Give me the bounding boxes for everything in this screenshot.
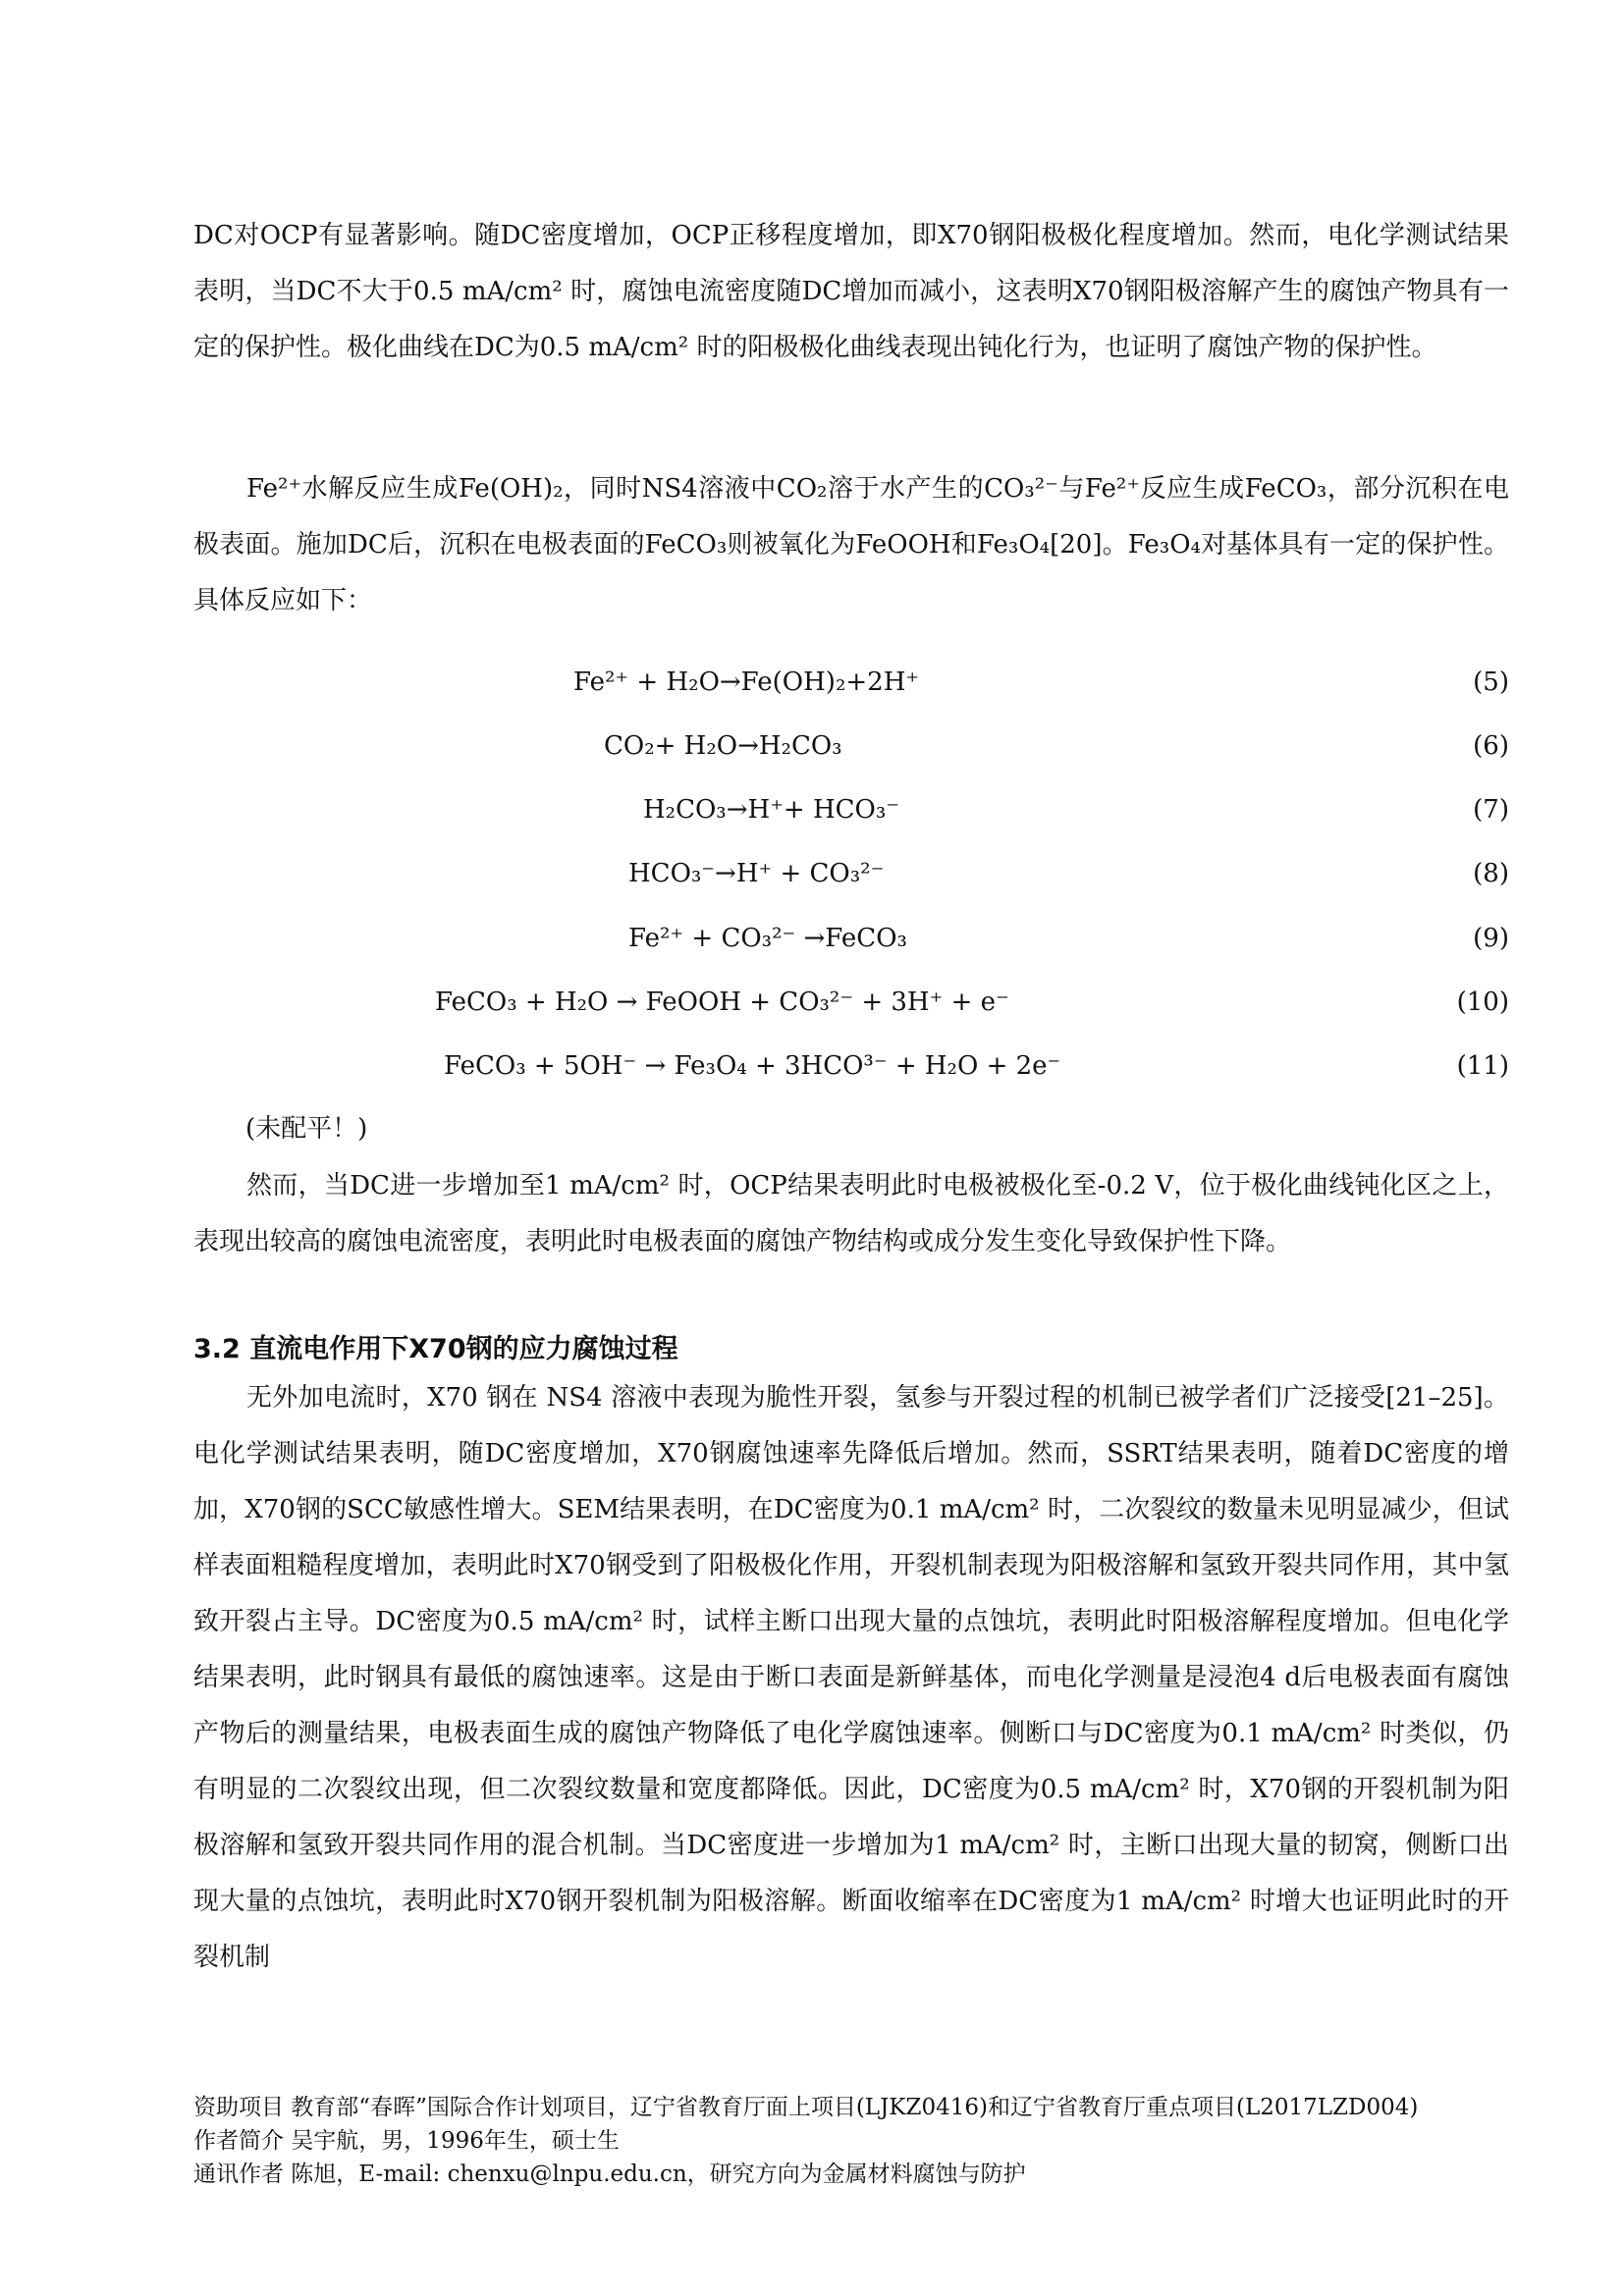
equation-10: FeCO₃ + H₂O → FeOOH + CO₃²⁻ + 3H⁺ + e⁻ — [435, 988, 1009, 1017]
equation-5: Fe²⁺ + H₂O→Fe(OH)₂+2H⁺ — [573, 667, 920, 697]
section-heading-3-2: 3.2 直流电作用下X70钢的应力腐蚀过程 — [193, 1334, 678, 1364]
equation-row-10 — [193, 983, 1509, 1022]
equation-row-9 — [193, 919, 1509, 958]
equation-number-5: (5) — [1473, 667, 1509, 697]
paragraph-scc-process: 无外加电流时，X70 钢在 NS4 溶液中表现为脆性开裂，氢参与开裂过程的机制已被学者们广泛接受[21–25]。电化学测试结果表明，随DC密度增加，X70钢腐蚀速率先降低后增加。然而，SSRT结果表明，随着DC密度的增加，X70钢的SCC敏感性增大。SEM结果表明，在DC密度为0.1 mA/cm² 时，二次裂纹的数量未见明显减少，但试样表面粗糙程度增加，表明此时X70钢受到了阳极极化作用，开裂机制表现为阳极溶解和氢致开裂共同作用，其中氢致开裂占主导。DC密度为0.5 mA/cm² 时，试样主断口出现大量的点蚀坑，表明此时阳极溶解程度增加。但电化学结果表明，此时钢具有最低的腐蚀速率。这是由于断口表面是新鲜基体，而电化学测量是浸泡4 d后电极表面有腐蚀产物后的测量结果，电极表面生成的腐蚀产物降低了电化学腐蚀速率。侧断口与DC密度为0.1 mA/cm² 时类似，仍有明显的二次裂纹出现，但二次裂纹数量和宽度都降低。因此，DC密度为0.5 mA/cm² 时，X70钢的开裂机制为阳极溶解和氢致开裂共同作用的混合机制。当DC密度进一步增加为1 mA/cm² 时，主断口出现大量的韧窝，侧断口出现大量的点蚀坑，表明此时X70钢开裂机制为阳极溶解。断面收缩率在DC密度为1 mA/cm² 时增大也证明此时的开裂机制 — [193, 1383, 1509, 1972]
equation-row-5 — [193, 663, 1509, 702]
unbalanced-note: (未配平！) — [245, 1114, 368, 1144]
equation-number-6: (6) — [1473, 731, 1509, 761]
equation-7: H₂CO₃→H⁺+ HCO₃⁻ — [643, 795, 899, 825]
equation-9: Fe²⁺ + CO₃²⁻ →FeCO₃ — [628, 924, 907, 953]
paragraph-ocp-effect: DC对OCP有显著影响。随DC密度增加，OCP正移程度增加，即X70钢阳极极化程度增加。然而，电化学测试结果表明，当DC不大于0.5 mA/cm² 时，腐蚀电流密度随DC增加而减小，这表明X70钢阳极溶解产生的腐蚀产物具有一定的保护性。极化曲线在DC为0.5 mA/cm² 时的阳极极化曲线表现出钝化行为，也证明了腐蚀产物的保护性。 — [193, 221, 1509, 362]
equation-6: CO₂+ H₂O→H₂CO₃ — [604, 731, 842, 761]
equation-number-9: (9) — [1473, 924, 1509, 953]
paragraph-passivation: 然而，当DC进一步增加至1 mA/cm² 时，OCP结果表明此时电极被极化至-0.2 V，位于极化曲线钝化区之上，表现出较高的腐蚀电流密度，表明此时电极表面的腐蚀产物结构或成分发生变化导致保护性下降。 — [193, 1171, 1509, 1256]
equation-number-10: (10) — [1456, 988, 1509, 1017]
paragraph-reactions-intro: Fe²⁺水解反应生成Fe(OH)₂，同时NS4溶液中CO₂溶于水产生的CO₃²⁻与Fe²⁺反应生成FeCO₃，部分沉积在电极表面。施加DC后，沉积在电极表面的FeCO₃则被氧化为FeOOH和Fe₃O₄[20]。Fe₃O₄对基体具有一定的保护性。具体反应如下： — [193, 474, 1509, 615]
equation-number-7: (7) — [1473, 795, 1509, 825]
equation-row-7 — [193, 790, 1509, 829]
equation-row-11 — [193, 1046, 1509, 1086]
footnote-funding: 资助项目 教育部“春晖”国际合作计划项目，辽宁省教育厅面上项目(LJKZ0416)和辽宁省教育厅重点项目(L2017LZD004) — [193, 2095, 1419, 2120]
footnote-author: 作者简介 吴宇航，男，1996年生，硕士生 — [193, 2128, 620, 2154]
footnote-block — [193, 2091, 1509, 2191]
equation-row-8 — [193, 854, 1509, 893]
equation-row-6 — [193, 726, 1509, 766]
equation-number-11: (11) — [1456, 1051, 1509, 1081]
equation-8: HCO₃⁻→H⁺ + CO₃²⁻ — [628, 859, 885, 888]
equation-11: FeCO₃ + 5OH⁻ → Fe₃O₄ + 3HCO³⁻ + H₂O + 2e⁻ — [444, 1051, 1061, 1081]
equation-number-8: (8) — [1473, 859, 1509, 888]
footnote-correspondence: 通讯作者 陈旭，E-mail: chenxu@lnpu.edu.cn，研究方向为金属材料腐蚀与防护 — [193, 2162, 1026, 2187]
